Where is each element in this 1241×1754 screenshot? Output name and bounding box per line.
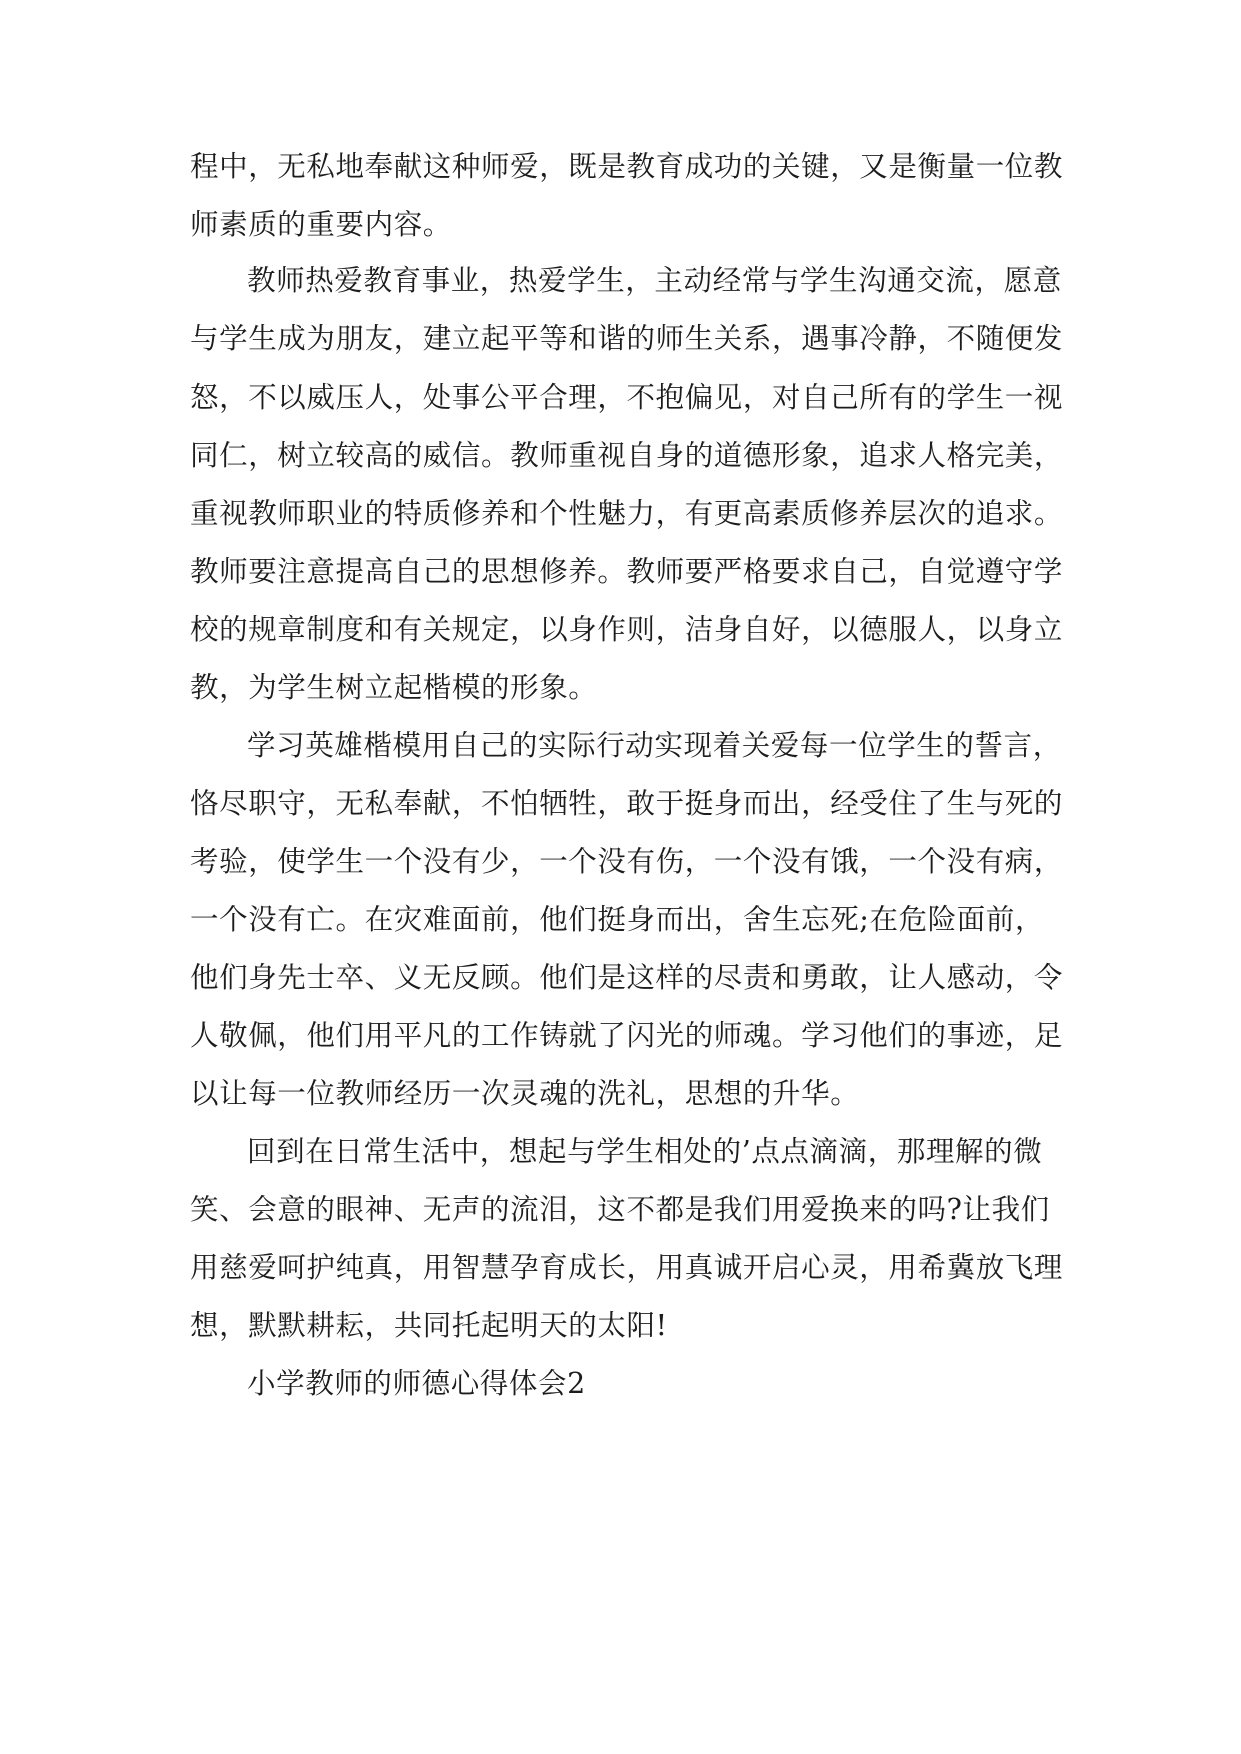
text-line: 教，为学生树立起楷模的形象。 <box>190 671 598 704</box>
text-line: 恪尽职守，无私奉献，不怕牺牲，敢于挺身而出，经受住了生与死的 <box>190 787 1064 820</box>
text-line: 同仁，树立较高的威信。教师重视自身的道德形象，追求人格完美， <box>190 439 1064 472</box>
text-line: 笑、会意的眼神、无声的流泪，这不都是我们用爱换来的吗?让我们 <box>190 1193 1050 1226</box>
text-line: 他们身先士卒、义无反顾。他们是这样的尽责和勇敢，让人感动，令 <box>190 961 1064 994</box>
text-line: 与学生成为朋友，建立起平等和谐的师生关系，遇事冷静，不随便发 <box>190 322 1064 355</box>
text-line: 以让每一位教师经历一次灵魂的洗礼，思想的升华。 <box>190 1077 860 1110</box>
text-line: 考验，使学生一个没有少，一个没有伤，一个没有饿，一个没有病， <box>190 845 1064 878</box>
text-line: 一个没有亡。在灾难面前，他们挺身而出，舍生忘死;在危险面前， <box>190 903 1045 936</box>
text-line: 校的规章制度和有关规定，以身作则，洁身自好，以德服人，以身立 <box>190 613 1064 646</box>
text-line: 人敬佩，他们用平凡的工作铸就了闪光的师魂。学习他们的事迹，足 <box>190 1019 1064 1052</box>
paragraph-first-line: 回到在日常生活中，想起与学生相处的’点点滴滴，那理解的微 <box>247 1135 1043 1168</box>
text-line: 重视教师职业的特质修养和个性魅力，有更高素质修养层次的追求。 <box>190 497 1064 530</box>
text-line: 教师要注意提高自己的思想修养。教师要严格要求自己，自觉遵守学 <box>190 555 1064 588</box>
text-line: 师素质的重要内容。 <box>190 208 452 241</box>
text-line: 程中，无私地奉献这种师爱，既是教育成功的关键，又是衡量一位教 <box>190 150 1064 183</box>
paragraph-first-line: 教师热爱教育事业，热爱学生，主动经常与学生沟通交流，愿意 <box>247 264 1062 297</box>
text-line: 用慈爱呵护纯真，用智慧孕育成长，用真诚开启心灵，用希冀放飞理 <box>190 1251 1064 1284</box>
text-line: 想，默默耕耘，共同托起明天的太阳! <box>190 1309 668 1342</box>
section-heading: 小学教师的师德心得体会2 <box>247 1367 586 1400</box>
paragraph-first-line: 学习英雄楷模用自己的实际行动实现着关爱每一位学生的誓言， <box>247 729 1062 762</box>
text-line: 怒，不以威压人，处事公平合理，不抱偏见，对自己所有的学生一视 <box>190 381 1064 414</box>
